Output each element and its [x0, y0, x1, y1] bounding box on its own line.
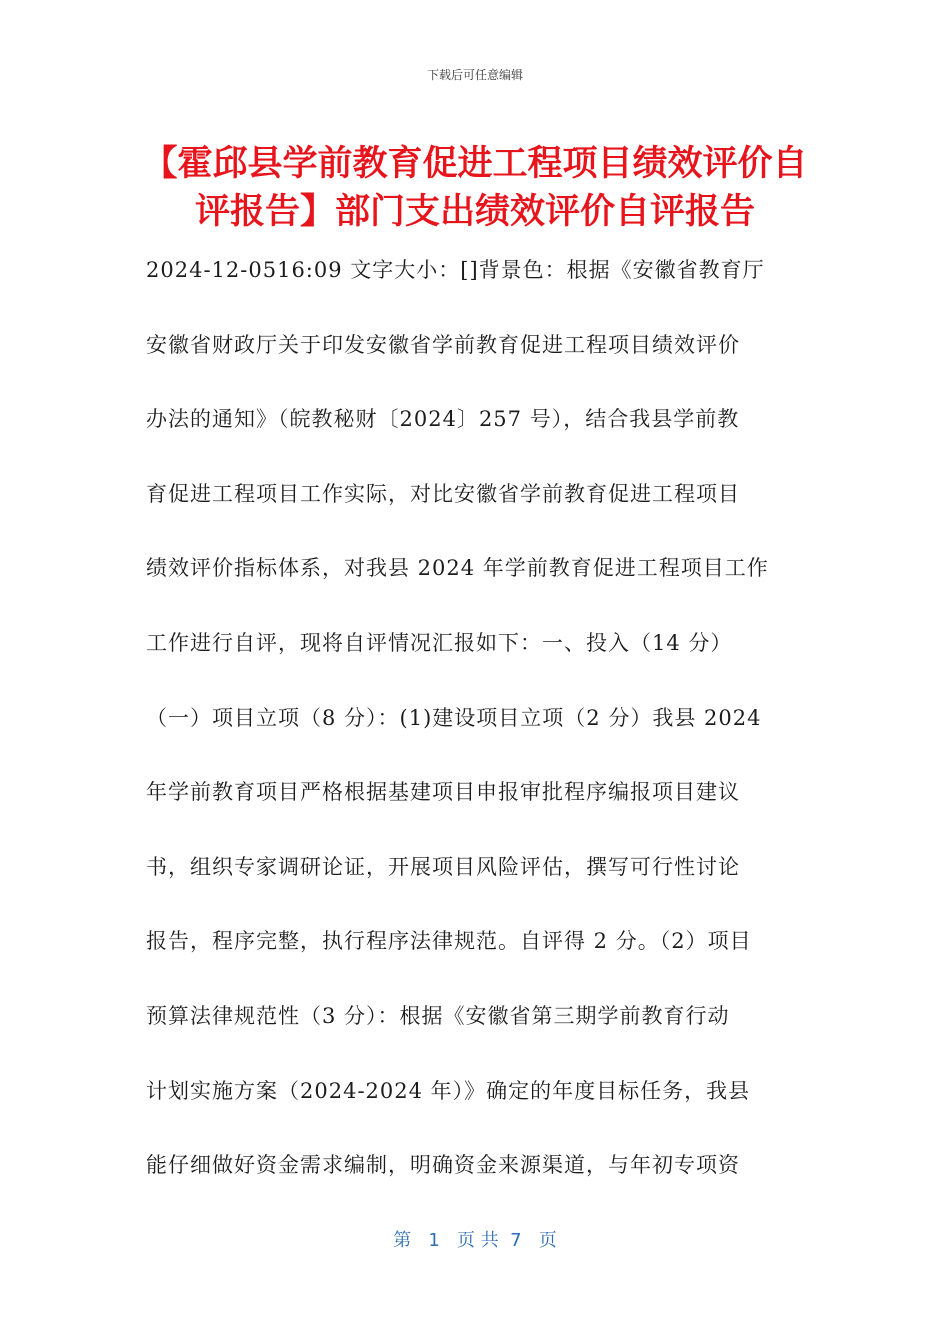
body-line: 安徽省财政厅关于印发安徽省学前教育促进工程项目绩效评价	[146, 332, 740, 357]
document-title	[120, 140, 830, 236]
body-line: 年学前教育项目严格根据基建项目申报审批程序编报项目建议	[146, 780, 740, 805]
body-line: 育促进工程项目工作实际，对比安徽省学前教育促进工程项目	[146, 481, 740, 506]
body-line: 书，组织专家调研论证，开展项目风险评估，撰写可行性讨论	[146, 854, 740, 879]
body-text	[146, 248, 806, 1218]
body-line: 绩效评价指标体系，对我县 2024 年学前教育促进工程项目工作	[146, 556, 769, 581]
body-line: 报告，程序完整，执行程序法律规范。自评得 2 分。（2）项目	[146, 929, 752, 954]
body-line: 计划实施方案（2024-2024 年）》确定的年度目标任务，我县	[146, 1078, 751, 1103]
body-line: （一）项目立项（8 分）：(1)建设项目立项（2 分）我县 2024	[146, 705, 762, 730]
body-line: 办法的通知》（皖教秘财〔2024〕257 号），结合我县学前教	[146, 407, 740, 432]
title-line-1: 【霍邱县学前教育促进工程项目绩效评价自	[142, 144, 808, 184]
header-note: 下载后可任意编辑	[426, 68, 523, 82]
body-line: 预算法律规范性（3 分）：根据《安徽省第三期学前教育行动	[146, 1003, 730, 1028]
page-number-footer: 第 1 页 共 7 页	[393, 1230, 557, 1251]
body-line: 能仔细做好资金需求编制，明确资金来源渠道，与年初专项资	[146, 1153, 740, 1178]
body-line: 工作进行自评，现将自评情况汇报如下：一、投入（14 分）	[146, 630, 733, 655]
body-line: 2024-12-0516:09 文字大小：[]背景色：根据《安徽省教育厅	[146, 258, 765, 282]
title-line-2: 评报告】部门支出绩效评价自评报告	[194, 192, 755, 232]
